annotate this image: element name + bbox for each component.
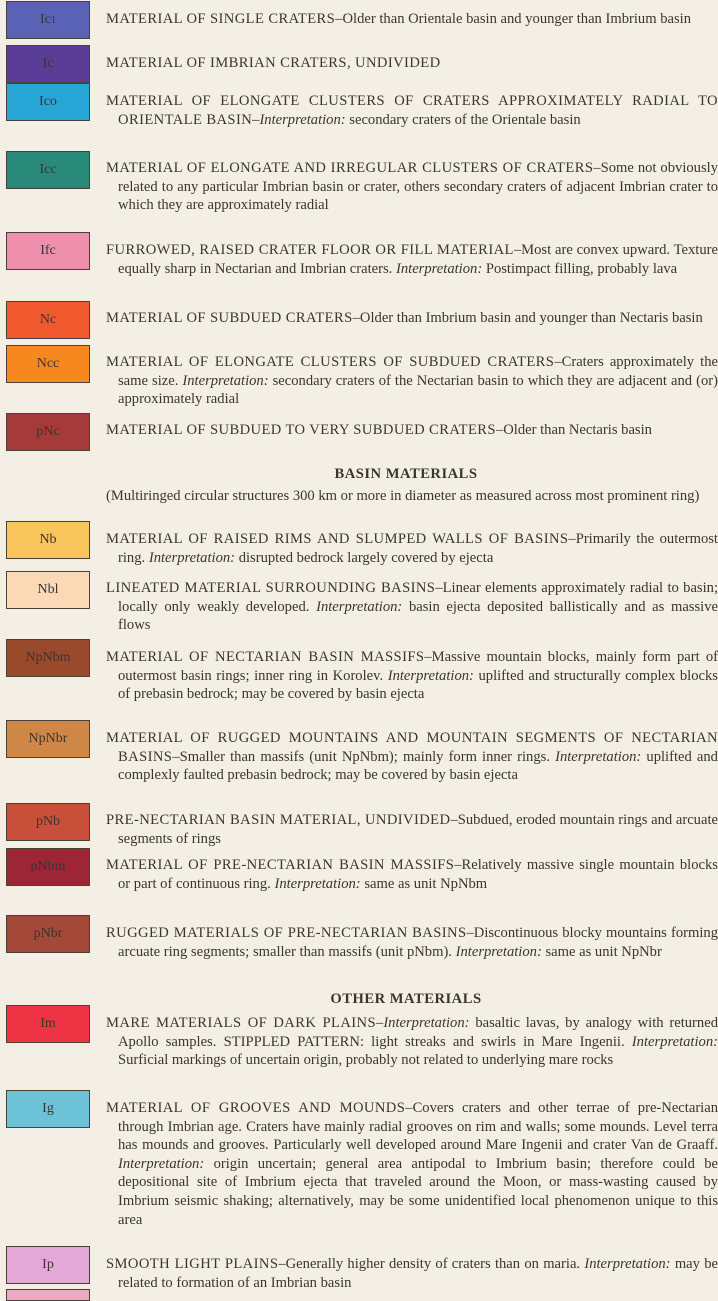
unit-description: MATERIAL OF SINGLE CRATERS–Older than Orientale basin and younger than Imbrium basin	[106, 11, 692, 27]
unit-description: MATERIAL OF ELONGATE CLUSTERS OF SUBDUED CRATERS–Craters approximately the same size. Interpretation: secondary craters of the Nectarian basin to which they are adjacent and (or) approximately radial	[106, 354, 718, 408]
unit-description: FURROWED, RAISED CRATER FLOOR OR FILL MATERIAL–Most are convex upward. Texture equally sharp in Nectarian and Imbrian craters. Interpretation: Postimpact filling, probably lava	[106, 242, 718, 277]
unit-description: PRE-NECTARIAN BASIN MATERIAL, UNDIVIDED–Subdued, eroded mountain rings and arcuate segments of rings	[106, 812, 718, 847]
unit-swatch: Ip	[6, 1246, 90, 1284]
unit-description: LINEATED MATERIAL SURROUNDING BASINS–Linear elements approximately radial to basin; locally only weakly developed. Interpretation: basin ejecta deposited ballistically and as massive flows	[106, 580, 718, 634]
unit-description: MATERIAL OF GROOVES AND MOUNDS–Covers craters and other terrae of pre-Nectarian through Imbrian age. Craters have mainly radial grooves on rim and walls; some mounds. Level terra has mounds and grooves. Particularly well developed around Mare Ingenii and crater Van de Graaff. Interpretation: origin uncertain; general area antipodal to Imbrium basin; therefore could be depositional site of Imbrium ejecta that traveled around the Moon, or mass-wasting caused by Imbrium seismic shaking; alternatively, may be some unidentified local phenomenon unique to this area	[106, 1100, 718, 1228]
unit-swatch: pNc	[6, 413, 90, 451]
unit-description: SMOOTH LIGHT PLAINS–Generally higher density of craters than on maria. Interpretation: may be related to formation of an Imbrian basin	[106, 1256, 718, 1291]
unit-swatch: Ig	[6, 1090, 90, 1128]
unit-swatch: Nbl	[6, 571, 90, 609]
unit-swatch: Im	[6, 1005, 90, 1043]
unit-swatch: Nc	[6, 301, 90, 339]
unit-swatch: Ifc	[6, 232, 90, 270]
unit-swatch: NpNbm	[6, 639, 90, 677]
unit-swatch: pNbm	[6, 848, 90, 886]
unit-description: MATERIAL OF IMBRIAN CRATERS, UNDIVIDED	[106, 55, 441, 71]
unit-swatch: Ico	[6, 83, 90, 121]
unit-swatch-cutoff	[6, 1289, 90, 1301]
unit-swatch: pNbr	[6, 915, 90, 953]
unit-description: MATERIAL OF ELONGATE CLUSTERS OF CRATERS APPROXIMATELY RADIAL TO ORIENTALE BASIN–Interpretation: secondary craters of the Orientale basin	[106, 93, 718, 128]
unit-swatch: Nb	[6, 521, 90, 559]
unit-description: MATERIAL OF RAISED RIMS AND SLUMPED WALLS OF BASINS–Primarily the outermost ring. Interpretation: disrupted bedrock largely covered by ejecta	[106, 531, 718, 566]
section-note-basin: (Multiringed circular structures 300 km or more in diameter as measured across most prominent ring)	[106, 488, 700, 504]
unit-description: MATERIAL OF PRE-NECTARIAN BASIN MASSIFS–Relatively massive single mountain blocks or part of continuous ring. Interpretation: same as unit NpNbm	[106, 857, 718, 892]
unit-description: MARE MATERIALS OF DARK PLAINS–Interpretation: basaltic lavas, by analogy with returned Apollo samples. STIPPLED PATTERN: light streaks and swirls in Mare Ingenii. Interpretation: Surficial markings of uncertain origin, probably not related to underlying mare rocks	[106, 1015, 718, 1069]
unit-swatch: Ncc	[6, 345, 90, 383]
unit-description: MATERIAL OF ELONGATE AND IRREGULAR CLUSTERS OF CRATERS–Some not obviously related to any particular Imbrian basin or crater, others secondary craters of adjacent Imbrian crater to which they are approximately radial	[106, 160, 718, 214]
section-heading-other: OTHER MATERIALS	[330, 991, 482, 1007]
section-heading-basin: BASIN MATERIALS	[334, 466, 478, 482]
unit-description: MATERIAL OF RUGGED MOUNTAINS AND MOUNTAIN SEGMENTS OF NECTARIAN BASINS–Smaller than massifs (unit NpNbm); mainly form inner rings. Interpretation: uplifted and complexly faulted prebasin bedrock; may be covered by basin ejecta	[106, 730, 718, 784]
unit-swatch: pNb	[6, 803, 90, 841]
unit-description: MATERIAL OF SUBDUED TO VERY SUBDUED CRATERS–Older than Nectaris basin	[106, 422, 652, 438]
unit-description: MATERIAL OF NECTARIAN BASIN MASSIFS–Massive mountain blocks, mainly form part of outermost basin rings; inner ring in Korolev. Interpretation: uplifted and structurally complex blocks of prebasin bedrock; may be covered by basin ejecta	[106, 649, 718, 703]
unit-description: RUGGED MATERIALS OF PRE-NECTARIAN BASINS–Discontinuous blocky mountains forming arcuate ring segments; smaller than massifs (unit pNbm). Interpretation: same as unit NpNbr	[106, 925, 718, 960]
unit-swatch: Icc	[6, 151, 90, 189]
unit-swatch: Ic 1	[6, 1, 90, 39]
unit-swatch: Ic	[6, 45, 90, 83]
unit-swatch: NpNbr	[6, 720, 90, 758]
unit-description: MATERIAL OF SUBDUED CRATERS–Older than Imbrium basin and younger than Nectaris basin	[106, 310, 703, 326]
